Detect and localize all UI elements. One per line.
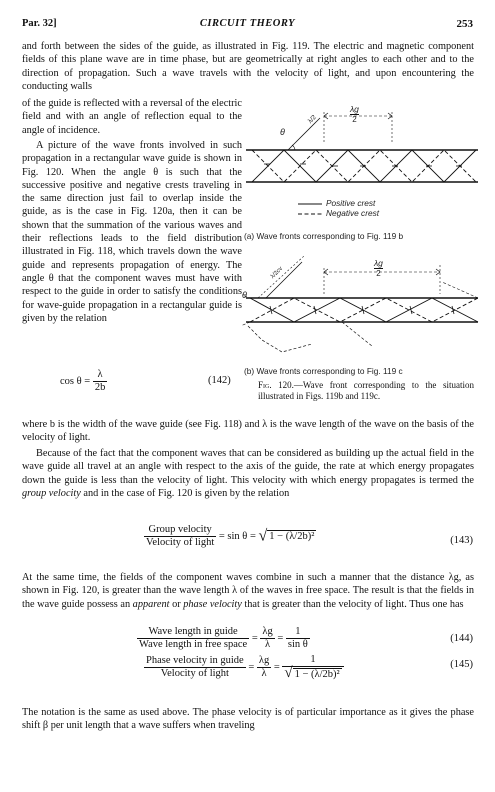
caption-a: (a) Wave fronts corresponding to Fig. 119 b	[244, 231, 404, 241]
paragraph-4	[22, 447, 474, 500]
eq145-den: Velocity of light	[160, 668, 229, 679]
eq144-mid-num: λg	[262, 626, 273, 637]
caption-b: (b) Wave fronts corresponding to Fig. 119 c	[244, 366, 403, 376]
eq145-mid	[257, 655, 271, 680]
eq142-num: λ	[93, 369, 108, 382]
eq144-number: (144)	[450, 633, 473, 644]
eq142-lhs: cos θ =	[60, 375, 91, 387]
p5-or: or	[172, 598, 181, 610]
eq142-den: 2b	[94, 382, 106, 393]
p5-text-b: that is greater than the velocity of light. Thus one has	[244, 598, 464, 610]
figure-120	[242, 100, 482, 400]
running-title: CIRCUIT THEORY	[199, 18, 296, 29]
sqrt-symbol-2: √	[284, 665, 293, 681]
lambda-cv-label: λ/2cv	[269, 265, 285, 281]
eq144-fraction	[137, 626, 249, 651]
theta-label-a: θ	[280, 127, 285, 137]
eq144-rhs-den: sin θ	[287, 639, 308, 650]
eq144-mid	[260, 626, 274, 651]
equation-142	[60, 369, 107, 394]
eq145-num: Phase velocity in guide	[146, 655, 244, 666]
eq145-radicand: 1 − (λ/2b)²	[294, 669, 340, 680]
paragraph-3: where b is the width of the wave guide (see Fig. 118) and λ is the wave length of the wave on the basis of the velocity of light.	[22, 419, 474, 444]
lambda-g-label-a	[350, 104, 359, 124]
eq144-den: Wave length in free space	[139, 639, 248, 650]
eq145-rhs	[282, 654, 343, 681]
paragraph-5	[22, 571, 474, 611]
eq143-num: Group velocity	[144, 524, 216, 537]
eq144-num: Wave length in guide	[137, 626, 249, 639]
p4-text-a: Because of the fact that the component waves that can be considered as building up the actual field in the wave guide all travel at an angle with respect to the axis of the guide, the rate at which energy propagates down the guide is less than the velocity of light. This velocity with which energy propagates is termed the	[22, 448, 474, 486]
p5-text-a: At the same time, the fields of the component waves combine in such a manner that the distance λg, as shown in Fig. 120, is greater than the wave length λ of the waves in free space. The result is that the fields in the wave guide possess an	[22, 572, 474, 610]
p5-term-phase-velocity: phase velocity	[183, 598, 242, 610]
eq145-mid-den: λ	[261, 668, 267, 679]
eq144-rhs	[286, 626, 310, 651]
p4-term-group-velocity: group velocity	[22, 487, 81, 499]
eq145-mid-num: λg	[258, 655, 270, 666]
figure-caption-text: —Wave front corresponding to the situation illustrated in Figs. 119b and 119c.	[258, 380, 474, 401]
sqrt-symbol: √	[258, 527, 268, 545]
equation-143	[144, 524, 316, 549]
equation-145: $\frac{\text{Phase velocity in guide}}{\text{Velocity of light}}$ = $\frac{\lambda g}{\lambda}$ = $\frac{1}{\text{√ 1 − (λ/2b)²}}$	[144, 654, 344, 681]
eq142-fraction	[93, 369, 108, 394]
p4-text-b: and in the case of Fig. 120 is given by the relation	[83, 487, 290, 499]
eq145-rhs-num: 1	[282, 654, 343, 667]
lambda-g-b-den: 2	[376, 269, 381, 278]
lambda-g-label-b	[374, 258, 383, 278]
eq143-fraction	[144, 524, 216, 549]
lambda-g-b-num: λg	[374, 258, 383, 268]
equation-144: $\frac{\text{Wave length in guide}}{\text{Wave length in free space}}$ = $\frac{\lambda g}{\lambda}$ = $\frac{1}{\text{sin θ}}$	[139, 626, 308, 650]
eq145-number: (145)	[450, 659, 473, 670]
figure-caption	[258, 380, 474, 402]
eq143-number: (143)	[450, 535, 473, 546]
paragraph-1-cont: of the guide is reflected with a reversal of the electric field and with an angle of reflection equal to the angle of incidence.	[22, 98, 242, 136]
paragraph-2: A picture of the wave fronts involved in such propagation in a rectangular wave guide is shown in Fig. 120. When the angle θ is such that the successive positive and negative crests traveling in the same direction just fail to overlap inside the guide, as is the case in Fig. 120a, then it can be shown that the summation of the various waves and their reflections leads to the field distribution illustrated in Fig. 118, which travels down the wave guide and represents propagation of energy. The angle θ that the component waves must have with respect to the guide in order to satisfy the conditions for wave-guide propagation in a rectangular guide is given by the relation	[22, 140, 242, 324]
eq144-mid-den: λ	[264, 639, 271, 650]
p5-term-apparent: apparent	[132, 598, 170, 610]
eq143-radicand: 1 − (λ/2b)²	[269, 531, 315, 542]
paragraph-1: and forth between the sides of the guide, as illustrated in Fig. 119. The electric and magnetic component fields of this plane wave are in time phase, but are geometrically at right angles to each other and to the direction of propagation. Such a wave travels with the velocity of light, and upon encountering the conducting walls	[22, 41, 474, 92]
theta-label-b: θ	[242, 290, 247, 300]
lambda-g-a-den: 2	[352, 115, 357, 124]
section-ref: Par. 32]	[22, 18, 57, 29]
running-header	[22, 18, 473, 32]
legend-positive: Positive crest	[326, 198, 376, 208]
figure-caption-label: Fig. 120.	[258, 380, 294, 390]
lambda-g-a-num: λg	[350, 104, 359, 114]
paragraph-6: The notation is the same as used above. The phase velocity is of particular importance as it gives the phase shift β per unit length that a wave suffers when traveling	[22, 707, 474, 732]
eq143-den: Velocity of light	[146, 537, 215, 548]
eq143-mid: = sin θ =	[218, 530, 256, 542]
eq142-number: (142)	[208, 375, 231, 386]
lambda-half-label: λ/2	[306, 113, 318, 126]
figure-120-drawing	[242, 100, 482, 400]
eq145-rhs-den	[282, 667, 343, 681]
page-number: 253	[456, 18, 473, 30]
eq144-rhs-num: 1	[286, 626, 310, 639]
eq145-fraction	[144, 655, 246, 680]
legend-negative: Negative crest	[326, 208, 380, 218]
